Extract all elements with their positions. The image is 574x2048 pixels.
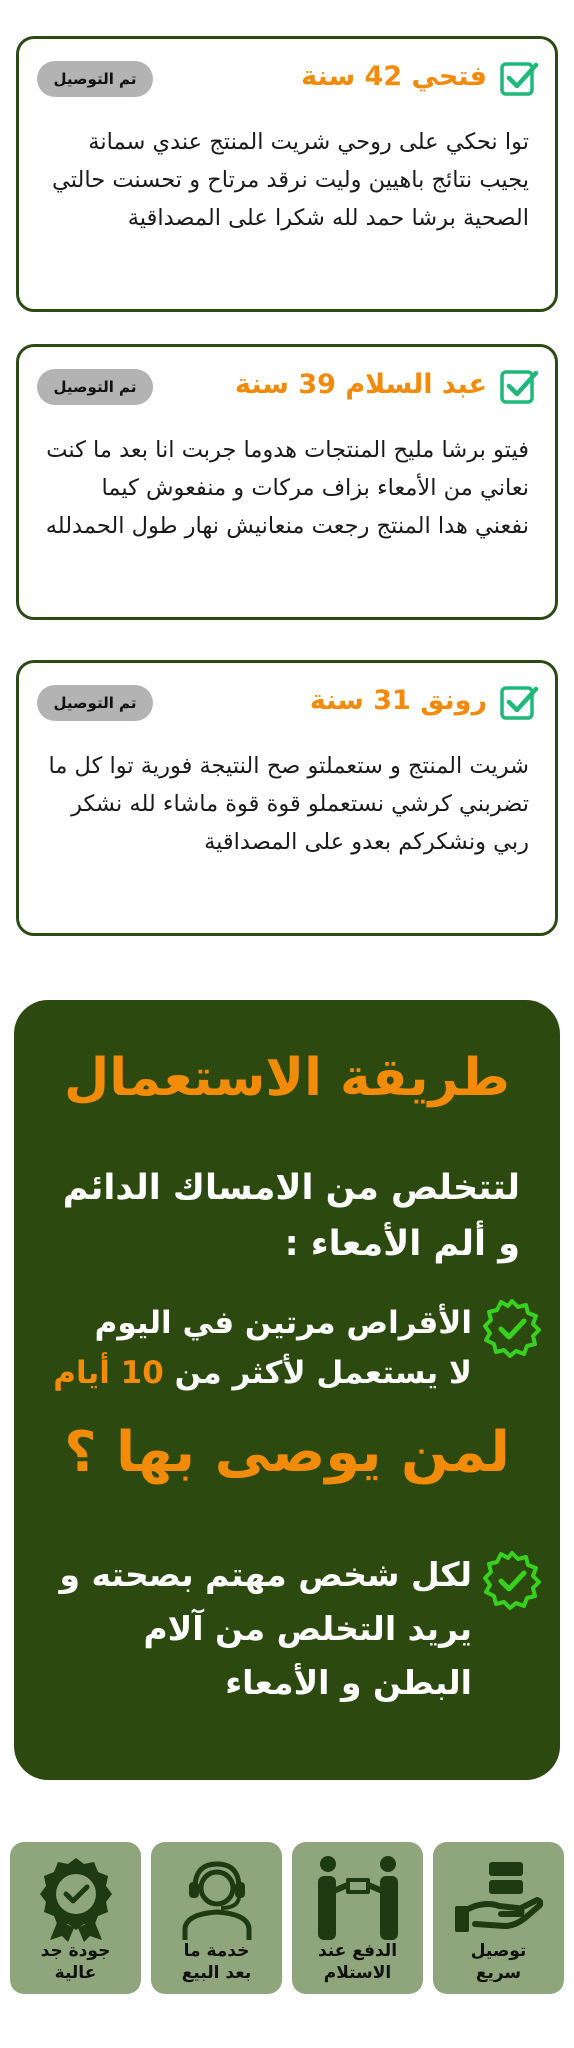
- dosage-line: الأقراص مرتين في اليوم: [94, 1305, 472, 1341]
- dosage-instructions: [24, 1298, 472, 1398]
- reviewer-name: عبد السلام 39 سنة: [235, 369, 487, 400]
- feature-label: الدفع عند الاستلام: [317, 1941, 398, 1983]
- review-text: فيتو برشا مليح المنتجات هدوما جربت انا بعد ما كنت نعاني من الأمعاء بزاف مركات و منفعوش كيما نفعني هدا المنتج رجعت منعانيش نهار طول الحمدلله: [45, 437, 529, 539]
- review-card: [16, 344, 558, 620]
- feature-label: جودة جد عالية: [40, 1941, 111, 1983]
- features-row: [10, 1842, 564, 1994]
- review-header: [37, 681, 539, 725]
- review-text: شريت المنتج و ستعملتو صح النتيجة فورية توا كل ما تضربني كرشي نستعملو قوة قوة ماشاء لله نشكر ربي ونشكركم بعدو على المصداقية: [48, 753, 529, 855]
- checkbox-icon: [499, 367, 539, 407]
- feature-high-quality: [10, 1842, 141, 1994]
- review-card: [16, 660, 558, 936]
- feature-fast-delivery: [433, 1842, 564, 1994]
- reviewer-name: رونق 31 سنة: [309, 685, 487, 716]
- review-text: توا نحكي على روحي شريت المنتج عندي سمانة يجيب نتائج باهيين وليت نرقد مرتاح و تحسنت حالتي الصحية برشا حمد لله شكرا على المصداقية: [52, 129, 529, 231]
- review-header: [37, 365, 539, 409]
- checkbox-icon: [499, 683, 539, 723]
- feature-label: خدمة ما بعد البيع: [181, 1941, 252, 1983]
- delivered-badge: تم التوصيل: [37, 369, 153, 405]
- feature-cash-on-delivery: [292, 1842, 423, 1994]
- target-title: لمن يوصى بها ؟: [64, 1420, 510, 1485]
- feature-after-sales: [151, 1842, 282, 1994]
- dosage-days: 10 أيام: [53, 1355, 164, 1391]
- review-header: [37, 57, 539, 101]
- quality-badge-icon: [32, 1854, 120, 1942]
- support-agent-icon: [173, 1854, 261, 1942]
- target-text: لكل شخص مهتم بصحته و يريد التخلص من آلام البطن و الأمعاء: [59, 1555, 472, 1702]
- verified-seal-icon: [482, 1298, 542, 1358]
- delivered-badge: تم التوصيل: [37, 685, 153, 721]
- review-card: [16, 36, 558, 312]
- feature-label: توصيل سريع: [470, 1941, 527, 1983]
- usage-title: طريقة الاستعمال: [64, 1048, 510, 1108]
- verified-seal-icon: [482, 1550, 542, 1610]
- usage-intro: لتتخلص من الامساك الدائم و ألم الأمعاء :: [62, 1168, 520, 1264]
- cash-on-delivery-icon: [314, 1854, 402, 1942]
- delivered-badge: تم التوصيل: [37, 61, 153, 97]
- reviewer-name: فتحي 42 سنة: [301, 61, 487, 92]
- usage-panel: [14, 1000, 560, 1780]
- delivery-hand-icon: [455, 1854, 543, 1942]
- checkbox-icon: [499, 59, 539, 99]
- dosage-limit-text: لا يستعمل لأكثر من: [163, 1355, 472, 1391]
- dosage-limit-line: [24, 1348, 472, 1398]
